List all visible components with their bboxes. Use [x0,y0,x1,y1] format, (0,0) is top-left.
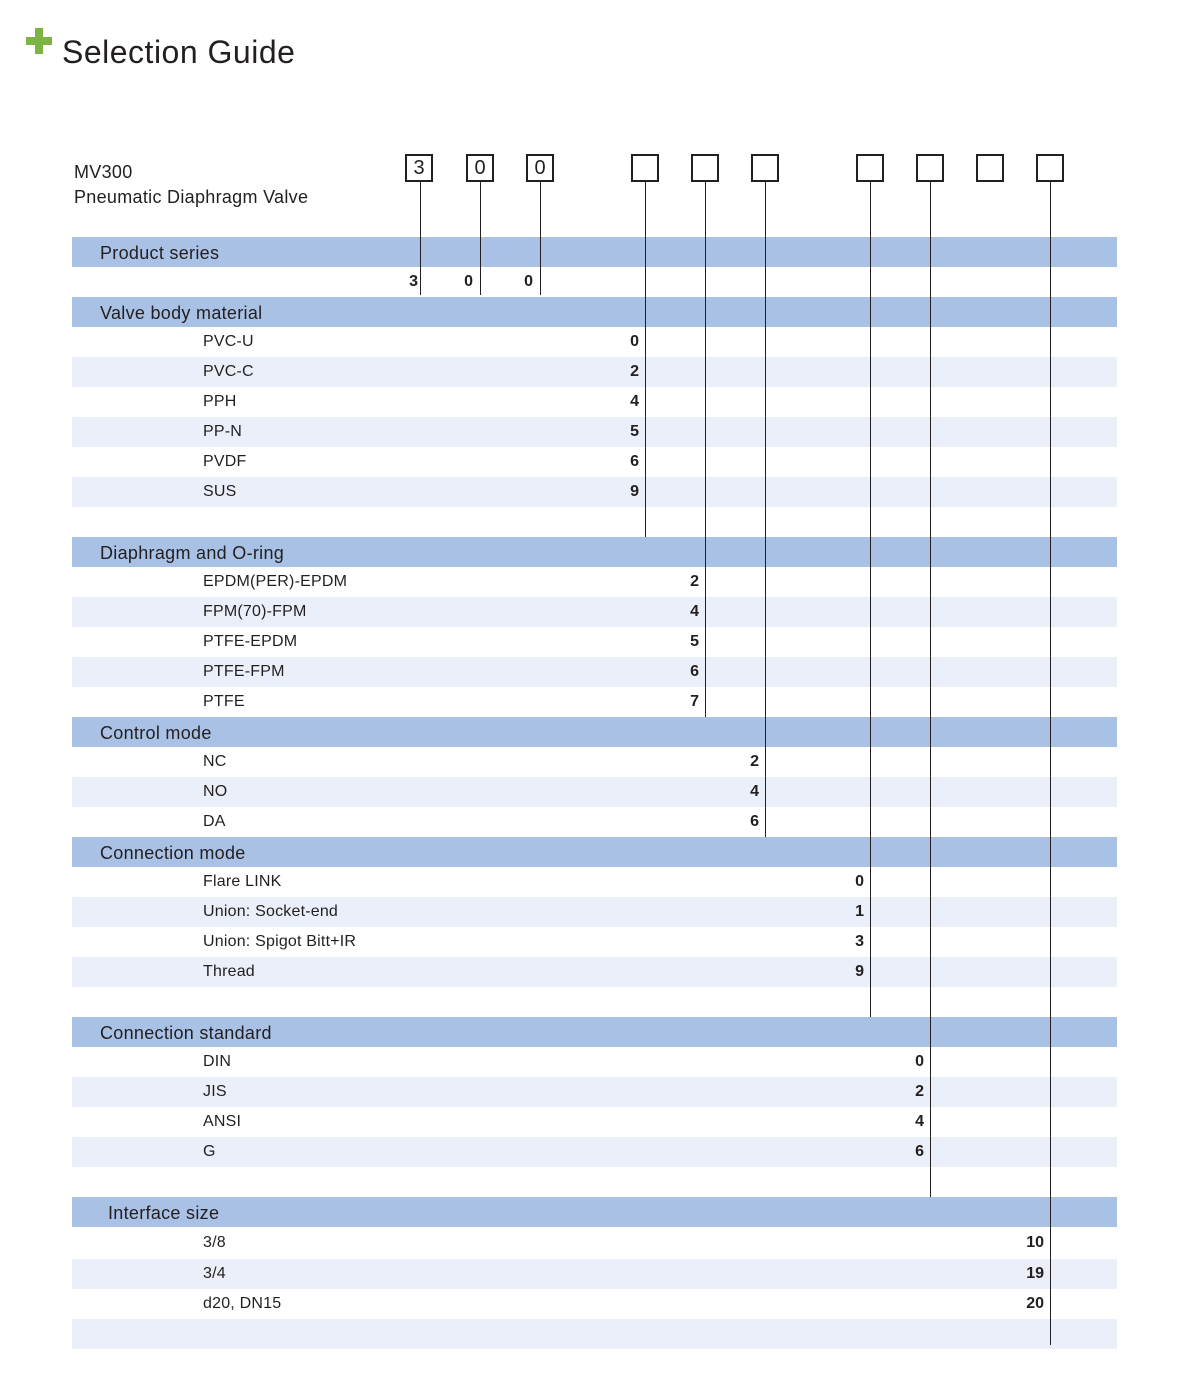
connector-line [765,182,766,837]
option-label: 3/4 [203,1265,226,1282]
option-label: NO [203,783,228,800]
table-row [72,477,1117,507]
table-row [72,1289,1117,1319]
option-label: PTFE-FPM [203,663,285,680]
section-header [72,237,1117,267]
option-label: PVC-U [203,333,254,350]
option-code: 3 [409,273,418,290]
option-label: EPDM(PER)-EPDM [203,573,348,590]
option-label: PPH [203,393,237,410]
connector-line [480,182,481,295]
option-label: PP-N [203,423,243,440]
option-code: 9 [855,963,864,980]
code-box-10 [1036,154,1064,182]
table-row [72,357,1117,387]
option-code: 5 [630,423,639,440]
option-label: JIS [203,1083,227,1100]
option-label: G [203,1143,216,1160]
option-code: 5 [690,633,699,650]
table-row [72,807,1117,837]
option-code: 10 [1026,1234,1044,1251]
option-label: 3/8 [203,1234,226,1251]
code-box-2: 0 [466,154,494,182]
option-code: 6 [750,813,759,830]
table-row [72,387,1117,417]
code-box-5 [691,154,719,182]
section-title: Valve body material [100,303,263,323]
option-label: Union: Spigot Bitt+IR [203,933,357,950]
table-row [72,747,1117,777]
model-name: Pneumatic Diaphragm Valve [74,187,309,207]
option-code: 2 [690,573,699,590]
plus-icon [26,28,52,54]
connector-line [645,182,646,537]
section-title: Control mode [100,723,212,743]
code-box-7 [856,154,884,182]
connector-line [420,182,421,295]
option-code: 7 [690,693,699,710]
option-code: 3 [855,933,864,950]
option-code: 4 [690,603,699,620]
option-label: d20, DN15 [203,1295,282,1312]
connector-line [1050,182,1051,1345]
table-row [72,1259,1117,1289]
table-row [72,1167,1117,1197]
option-label: DIN [203,1053,232,1070]
table-row [72,1107,1117,1137]
option-code: 2 [750,753,759,770]
option-label: Flare LINK [203,873,282,890]
code-box-9 [976,154,1004,182]
section-header [72,717,1117,747]
table-row [72,627,1117,657]
option-code: 4 [630,393,639,410]
option-code: 0 [855,873,864,890]
table-row [72,1227,1117,1259]
section-title: Connection standard [100,1023,272,1043]
table-row [72,867,1117,897]
section-header [72,1197,1117,1227]
table-row [72,327,1117,357]
model-block [74,160,308,210]
connector-line [540,182,541,295]
table-row [72,927,1117,957]
table-row [72,687,1117,717]
section-header [72,1017,1117,1047]
option-label: Thread [203,963,255,980]
table-row [72,447,1117,477]
option-label: ANSI [203,1113,242,1130]
table-row [72,957,1117,987]
option-label: Union: Socket-end [203,903,339,920]
section-title: Interface size [108,1203,220,1223]
option-label: PTFE-EPDM [203,633,298,650]
model-code: MV300 [74,162,133,182]
section-title: Connection mode [100,843,246,863]
connector-line [930,182,931,1197]
option-label: PVDF [203,453,247,470]
table-row [72,777,1117,807]
section-title: Diaphragm and O-ring [100,543,285,563]
table-row [72,597,1117,627]
option-code: 1 [855,903,864,920]
option-code: 0 [464,273,473,290]
table-row [72,657,1117,687]
section-title: Product series [100,243,220,263]
table-row [72,1047,1117,1077]
option-code: 6 [630,453,639,470]
table-row [72,987,1117,1017]
code-box-3: 0 [526,154,554,182]
table-row [72,1319,1117,1349]
section-header [72,837,1117,867]
code-box-1: 3 [405,154,433,182]
section-header [72,297,1117,327]
option-code: 0 [915,1053,924,1070]
option-code: 2 [630,363,639,380]
option-label: PTFE [203,693,245,710]
connector-line [705,182,706,717]
section-header [72,537,1117,567]
table-row [72,567,1117,597]
option-label: DA [203,813,226,830]
page-title: Selection Guide [62,34,296,70]
option-label: NC [203,753,227,770]
table-row [72,897,1117,927]
option-label: SUS [203,483,237,500]
connector-line [870,182,871,1017]
option-label: FPM(70)-FPM [203,603,307,620]
selection-table [72,237,1117,1349]
code-box-6 [751,154,779,182]
option-code: 9 [630,483,639,500]
option-code: 6 [915,1143,924,1160]
code-box-8 [916,154,944,182]
table-row [72,1077,1117,1107]
table-row [72,507,1117,537]
code-box-4 [631,154,659,182]
table-row [72,267,1117,297]
option-code: 20 [1026,1295,1044,1312]
option-label: PVC-C [203,363,254,380]
option-code: 4 [750,783,759,800]
option-code: 19 [1026,1265,1044,1282]
table-row [72,417,1117,447]
option-code: 6 [690,663,699,680]
option-code: 0 [524,273,533,290]
option-code: 2 [915,1083,924,1100]
table-row [72,1137,1117,1167]
option-code: 4 [915,1113,924,1130]
option-code: 0 [630,333,639,350]
